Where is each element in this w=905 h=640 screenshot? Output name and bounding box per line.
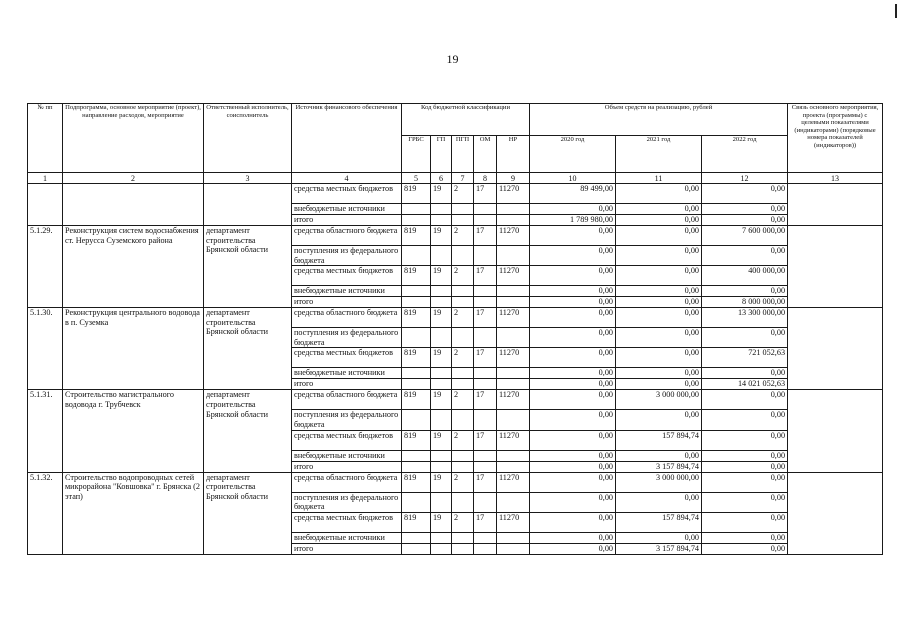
amount-cell-y2021: 157 894,74: [616, 512, 702, 532]
code-cell-pgp: 2: [452, 430, 474, 450]
amount-cell-y2021: 0,00: [616, 297, 702, 308]
source-cell: средства областного бюджета: [292, 308, 402, 328]
code-cell-om: [474, 379, 497, 390]
header-2022: 2022 год: [702, 136, 788, 173]
activity-name-cell: Строительство водопроводных сетей микрорайона "Ковшовка" г. Брянска (2 этап): [63, 472, 204, 554]
amount-cell-y2020: 0,00: [530, 286, 616, 297]
code-cell-grbs: [402, 532, 431, 543]
amount-cell-y2022: 0,00: [702, 204, 788, 215]
code-cell-gp: [431, 297, 452, 308]
source-cell: внебюджетные источники: [292, 532, 402, 543]
code-cell-om: [474, 368, 497, 379]
amount-cell-y2020: 0,00: [530, 492, 616, 512]
column-number: 7: [452, 173, 474, 184]
amount-cell-y2020: 0,00: [530, 512, 616, 532]
amount-cell-y2022: 0,00: [702, 512, 788, 532]
amount-cell-y2022: 0,00: [702, 368, 788, 379]
code-cell-np: 11270: [497, 430, 530, 450]
code-cell-np: [497, 215, 530, 226]
table-row: [28, 390, 883, 410]
amount-cell-y2021: 0,00: [616, 492, 702, 512]
table-row: [28, 184, 883, 204]
amount-cell-y2021: 0,00: [616, 308, 702, 328]
code-cell-om: [474, 492, 497, 512]
amount-cell-y2020: 0,00: [530, 204, 616, 215]
amount-cell-y2020: 0,00: [530, 450, 616, 461]
column-number: 4: [292, 173, 402, 184]
code-cell-np: 11270: [497, 226, 530, 246]
source-cell: поступления из федерального бюджета: [292, 492, 402, 512]
page-number: 19: [446, 52, 459, 66]
code-cell-om: [474, 532, 497, 543]
amount-cell-y2022: 0,00: [702, 246, 788, 266]
code-cell-pgp: [452, 368, 474, 379]
header-volume: Объем средств на реализацию, рублей: [530, 104, 788, 136]
amount-cell-y2022: 0,00: [702, 450, 788, 461]
source-cell: средства местных бюджетов: [292, 184, 402, 204]
code-cell-np: 11270: [497, 512, 530, 532]
amount-cell-y2021: 0,00: [616, 328, 702, 348]
header-link: Связь основного мероприятия, проекта (программы) с целевыми показателями (индикаторами) (порядковые номера показателей (индикаторов)): [788, 104, 883, 173]
code-cell-om: [474, 543, 497, 554]
code-cell-np: [497, 532, 530, 543]
amount-cell-y2020: 0,00: [530, 379, 616, 390]
code-cell-np: [497, 328, 530, 348]
amount-cell-y2021: 0,00: [616, 184, 702, 204]
amount-cell-y2022: 0,00: [702, 472, 788, 492]
code-cell-grbs: 819: [402, 266, 431, 286]
code-cell-pgp: 2: [452, 308, 474, 328]
header-om: ОМ: [474, 136, 497, 173]
code-cell-om: [474, 204, 497, 215]
code-cell-pgp: 2: [452, 266, 474, 286]
source-cell: итого: [292, 297, 402, 308]
amount-cell-y2021: 0,00: [616, 410, 702, 430]
amount-cell-y2021: 0,00: [616, 450, 702, 461]
code-cell-gp: [431, 204, 452, 215]
source-cell: итого: [292, 461, 402, 472]
column-number: 12: [702, 173, 788, 184]
source-cell: поступления из федерального бюджета: [292, 410, 402, 430]
amount-cell-y2020: 0,00: [530, 297, 616, 308]
row-number-cell: 5.1.29.: [28, 226, 63, 308]
header-executor: Ответственный исполнитель, соисполнитель: [204, 104, 292, 173]
executor-cell: департамент строительства Брянской области: [204, 472, 292, 554]
code-cell-gp: 19: [431, 226, 452, 246]
code-cell-grbs: [402, 543, 431, 554]
code-cell-pgp: [452, 204, 474, 215]
code-cell-np: 11270: [497, 308, 530, 328]
code-cell-om: [474, 286, 497, 297]
amount-cell-y2020: 0,00: [530, 472, 616, 492]
indicator-link-cell: [788, 308, 883, 390]
code-cell-pgp: 2: [452, 512, 474, 532]
code-cell-om: [474, 215, 497, 226]
code-cell-np: [497, 297, 530, 308]
column-number: 10: [530, 173, 616, 184]
amount-cell-y2021: 3 000 000,00: [616, 472, 702, 492]
code-cell-om: [474, 297, 497, 308]
amount-cell-y2020: 0,00: [530, 532, 616, 543]
amount-cell-y2022: 0,00: [702, 430, 788, 450]
code-cell-grbs: [402, 492, 431, 512]
activity-name-cell: [63, 184, 204, 226]
code-cell-grbs: [402, 246, 431, 266]
code-cell-pgp: 2: [452, 184, 474, 204]
amount-cell-y2020: 0,00: [530, 410, 616, 430]
amount-cell-y2022: 0,00: [702, 410, 788, 430]
code-cell-gp: 19: [431, 472, 452, 492]
code-cell-om: 17: [474, 430, 497, 450]
code-cell-grbs: [402, 328, 431, 348]
code-cell-gp: [431, 215, 452, 226]
code-cell-gp: [431, 543, 452, 554]
header-source: Источник финансового обеспечения: [292, 104, 402, 173]
code-cell-pgp: 2: [452, 348, 474, 368]
code-cell-om: 17: [474, 390, 497, 410]
indicator-link-cell: [788, 390, 883, 472]
code-cell-np: [497, 543, 530, 554]
code-cell-grbs: 819: [402, 472, 431, 492]
indicator-link-cell: [788, 472, 883, 554]
code-cell-gp: [431, 246, 452, 266]
code-cell-grbs: [402, 461, 431, 472]
amount-cell-y2022: 0,00: [702, 328, 788, 348]
code-cell-pgp: [452, 410, 474, 430]
code-cell-gp: [431, 286, 452, 297]
code-cell-gp: [431, 532, 452, 543]
amount-cell-y2020: 0,00: [530, 246, 616, 266]
amount-cell-y2021: 0,00: [616, 226, 702, 246]
amount-cell-y2020: 0,00: [530, 266, 616, 286]
code-cell-om: [474, 246, 497, 266]
code-cell-np: [497, 286, 530, 297]
code-cell-pgp: [452, 543, 474, 554]
row-number-cell: 5.1.31.: [28, 390, 63, 472]
budget-table: [27, 103, 883, 555]
source-cell: средства областного бюджета: [292, 472, 402, 492]
code-cell-gp: [431, 492, 452, 512]
code-cell-np: [497, 379, 530, 390]
amount-cell-y2021: 157 894,74: [616, 430, 702, 450]
code-cell-pgp: [452, 461, 474, 472]
amount-cell-y2020: 0,00: [530, 543, 616, 554]
source-cell: поступления из федерального бюджета: [292, 246, 402, 266]
amount-cell-y2022: 0,00: [702, 215, 788, 226]
column-number: 11: [616, 173, 702, 184]
column-number: 5: [402, 173, 431, 184]
code-cell-np: [497, 246, 530, 266]
code-cell-grbs: [402, 450, 431, 461]
code-cell-om: [474, 461, 497, 472]
header-np: НР: [497, 136, 530, 173]
column-number: 13: [788, 173, 883, 184]
amount-cell-y2022: 0,00: [702, 532, 788, 543]
code-cell-pgp: 2: [452, 472, 474, 492]
code-cell-np: [497, 204, 530, 215]
code-cell-gp: [431, 410, 452, 430]
amount-cell-y2020: 0,00: [530, 226, 616, 246]
code-cell-grbs: [402, 368, 431, 379]
table-row: [28, 226, 883, 246]
row-number-cell: 5.1.30.: [28, 308, 63, 390]
header-budget-code: Код бюджетной классификации: [402, 104, 530, 136]
column-number: 2: [63, 173, 204, 184]
code-cell-pgp: [452, 246, 474, 266]
code-cell-pgp: [452, 215, 474, 226]
column-number-row: [28, 173, 883, 184]
code-cell-om: [474, 410, 497, 430]
amount-cell-y2021: 0,00: [616, 215, 702, 226]
code-cell-om: 17: [474, 308, 497, 328]
code-cell-grbs: 819: [402, 390, 431, 410]
table-row: [28, 308, 883, 328]
code-cell-np: [497, 368, 530, 379]
code-cell-pgp: [452, 297, 474, 308]
header-row-1: [28, 104, 883, 136]
amount-cell-y2022: 721 052,63: [702, 348, 788, 368]
code-cell-grbs: 819: [402, 226, 431, 246]
amount-cell-y2021: 0,00: [616, 204, 702, 215]
executor-cell: департамент строительства Брянской области: [204, 226, 292, 308]
code-cell-grbs: 819: [402, 308, 431, 328]
code-cell-grbs: [402, 286, 431, 297]
source-cell: внебюджетные источники: [292, 450, 402, 461]
code-cell-om: 17: [474, 226, 497, 246]
amount-cell-y2020: 0,00: [530, 308, 616, 328]
code-cell-om: [474, 450, 497, 461]
indicator-link-cell: [788, 184, 883, 226]
amount-cell-y2022: 7 600 000,00: [702, 226, 788, 246]
code-cell-gp: 19: [431, 430, 452, 450]
column-number: 3: [204, 173, 292, 184]
amount-cell-y2022: 8 000 000,00: [702, 297, 788, 308]
code-cell-np: 11270: [497, 390, 530, 410]
source-cell: итого: [292, 379, 402, 390]
code-cell-np: [497, 410, 530, 430]
code-cell-np: [497, 461, 530, 472]
code-cell-grbs: 819: [402, 430, 431, 450]
executor-cell: [204, 184, 292, 226]
code-cell-gp: 19: [431, 184, 452, 204]
amount-cell-y2021: 3 000 000,00: [616, 390, 702, 410]
code-cell-om: [474, 328, 497, 348]
code-cell-np: 11270: [497, 348, 530, 368]
amount-cell-y2020: 0,00: [530, 430, 616, 450]
code-cell-pgp: 2: [452, 390, 474, 410]
code-cell-grbs: [402, 410, 431, 430]
activity-name-cell: Реконструкция систем водоснабжения ст. Нерусса Суземского района: [63, 226, 204, 308]
amount-cell-y2022: 13 300 000,00: [702, 308, 788, 328]
header-row-no: № пп: [28, 104, 63, 173]
column-number: 6: [431, 173, 452, 184]
code-cell-gp: 19: [431, 512, 452, 532]
code-cell-pgp: [452, 286, 474, 297]
header-grbs: ГРБС: [402, 136, 431, 173]
code-cell-pgp: [452, 492, 474, 512]
code-cell-np: 11270: [497, 266, 530, 286]
source-cell: средства местных бюджетов: [292, 512, 402, 532]
code-cell-np: [497, 450, 530, 461]
amount-cell-y2021: 3 157 894,74: [616, 461, 702, 472]
amount-cell-y2021: 0,00: [616, 348, 702, 368]
amount-cell-y2020: 89 499,00: [530, 184, 616, 204]
amount-cell-y2020: 0,00: [530, 461, 616, 472]
code-cell-om: 17: [474, 472, 497, 492]
code-cell-gp: [431, 368, 452, 379]
source-cell: поступления из федерального бюджета: [292, 328, 402, 348]
amount-cell-y2022: 0,00: [702, 390, 788, 410]
code-cell-grbs: [402, 215, 431, 226]
amount-cell-y2022: 400 000,00: [702, 266, 788, 286]
executor-cell: департамент строительства Брянской области: [204, 390, 292, 472]
code-cell-grbs: [402, 204, 431, 215]
code-cell-gp: [431, 461, 452, 472]
activity-name-cell: Строительство магистрального водовода г. Трубчевск: [63, 390, 204, 472]
amount-cell-y2020: 0,00: [530, 368, 616, 379]
amount-cell-y2021: 0,00: [616, 266, 702, 286]
amount-cell-y2022: 0,00: [702, 492, 788, 512]
amount-cell-y2021: 0,00: [616, 368, 702, 379]
source-cell: средства областного бюджета: [292, 226, 402, 246]
amount-cell-y2021: 3 157 894,74: [616, 543, 702, 554]
row-number-cell: 5.1.32.: [28, 472, 63, 554]
table-body: [28, 184, 883, 555]
header-2020: 2020 год: [530, 136, 616, 173]
source-cell: средства местных бюджетов: [292, 430, 402, 450]
source-cell: внебюджетные источники: [292, 368, 402, 379]
code-cell-gp: [431, 450, 452, 461]
header-gp: ГП: [431, 136, 452, 173]
source-cell: средства местных бюджетов: [292, 266, 402, 286]
source-cell: средства областного бюджета: [292, 390, 402, 410]
header-2021: 2021 год: [616, 136, 702, 173]
code-cell-pgp: [452, 532, 474, 543]
column-number: 1: [28, 173, 63, 184]
row-number-cell: [28, 184, 63, 226]
code-cell-grbs: [402, 379, 431, 390]
code-cell-pgp: [452, 328, 474, 348]
amount-cell-y2022: 0,00: [702, 286, 788, 297]
source-cell: итого: [292, 215, 402, 226]
code-cell-grbs: [402, 297, 431, 308]
code-cell-om: 17: [474, 266, 497, 286]
code-cell-np: [497, 492, 530, 512]
code-cell-om: 17: [474, 512, 497, 532]
code-cell-grbs: 819: [402, 348, 431, 368]
column-number: 9: [497, 173, 530, 184]
code-cell-gp: [431, 328, 452, 348]
code-cell-np: 11270: [497, 472, 530, 492]
code-cell-pgp: [452, 450, 474, 461]
code-cell-om: 17: [474, 184, 497, 204]
header-pgp: ПГП: [452, 136, 474, 173]
code-cell-grbs: 819: [402, 512, 431, 532]
code-cell-grbs: 819: [402, 184, 431, 204]
amount-cell-y2022: 0,00: [702, 543, 788, 554]
source-cell: внебюджетные источники: [292, 286, 402, 297]
activity-name-cell: Реконструкция центрального водовода в п. Суземка: [63, 308, 204, 390]
amount-cell-y2021: 0,00: [616, 379, 702, 390]
amount-cell-y2022: 0,00: [702, 184, 788, 204]
amount-cell-y2022: 0,00: [702, 461, 788, 472]
code-cell-pgp: 2: [452, 226, 474, 246]
source-cell: итого: [292, 543, 402, 554]
code-cell-gp: 19: [431, 348, 452, 368]
code-cell-gp: 19: [431, 266, 452, 286]
source-cell: средства местных бюджетов: [292, 348, 402, 368]
header-subprogram: Подпрограмма, основное мероприятие (проект), направление расходов, мероприятие: [63, 104, 204, 173]
column-number: 8: [474, 173, 497, 184]
amount-cell-y2020: 0,00: [530, 390, 616, 410]
amount-cell-y2020: 1 789 980,00: [530, 215, 616, 226]
code-cell-om: 17: [474, 348, 497, 368]
scan-edge-mark: [895, 4, 897, 18]
table-row: [28, 472, 883, 492]
amount-cell-y2020: 0,00: [530, 328, 616, 348]
code-cell-gp: [431, 379, 452, 390]
indicator-link-cell: [788, 226, 883, 308]
source-cell: внебюджетные источники: [292, 204, 402, 215]
code-cell-gp: 19: [431, 390, 452, 410]
amount-cell-y2021: 0,00: [616, 246, 702, 266]
code-cell-pgp: [452, 379, 474, 390]
amount-cell-y2020: 0,00: [530, 348, 616, 368]
amount-cell-y2021: 0,00: [616, 532, 702, 543]
amount-cell-y2021: 0,00: [616, 286, 702, 297]
amount-cell-y2022: 14 021 052,63: [702, 379, 788, 390]
code-cell-gp: 19: [431, 308, 452, 328]
executor-cell: департамент строительства Брянской области: [204, 308, 292, 390]
code-cell-np: 11270: [497, 184, 530, 204]
